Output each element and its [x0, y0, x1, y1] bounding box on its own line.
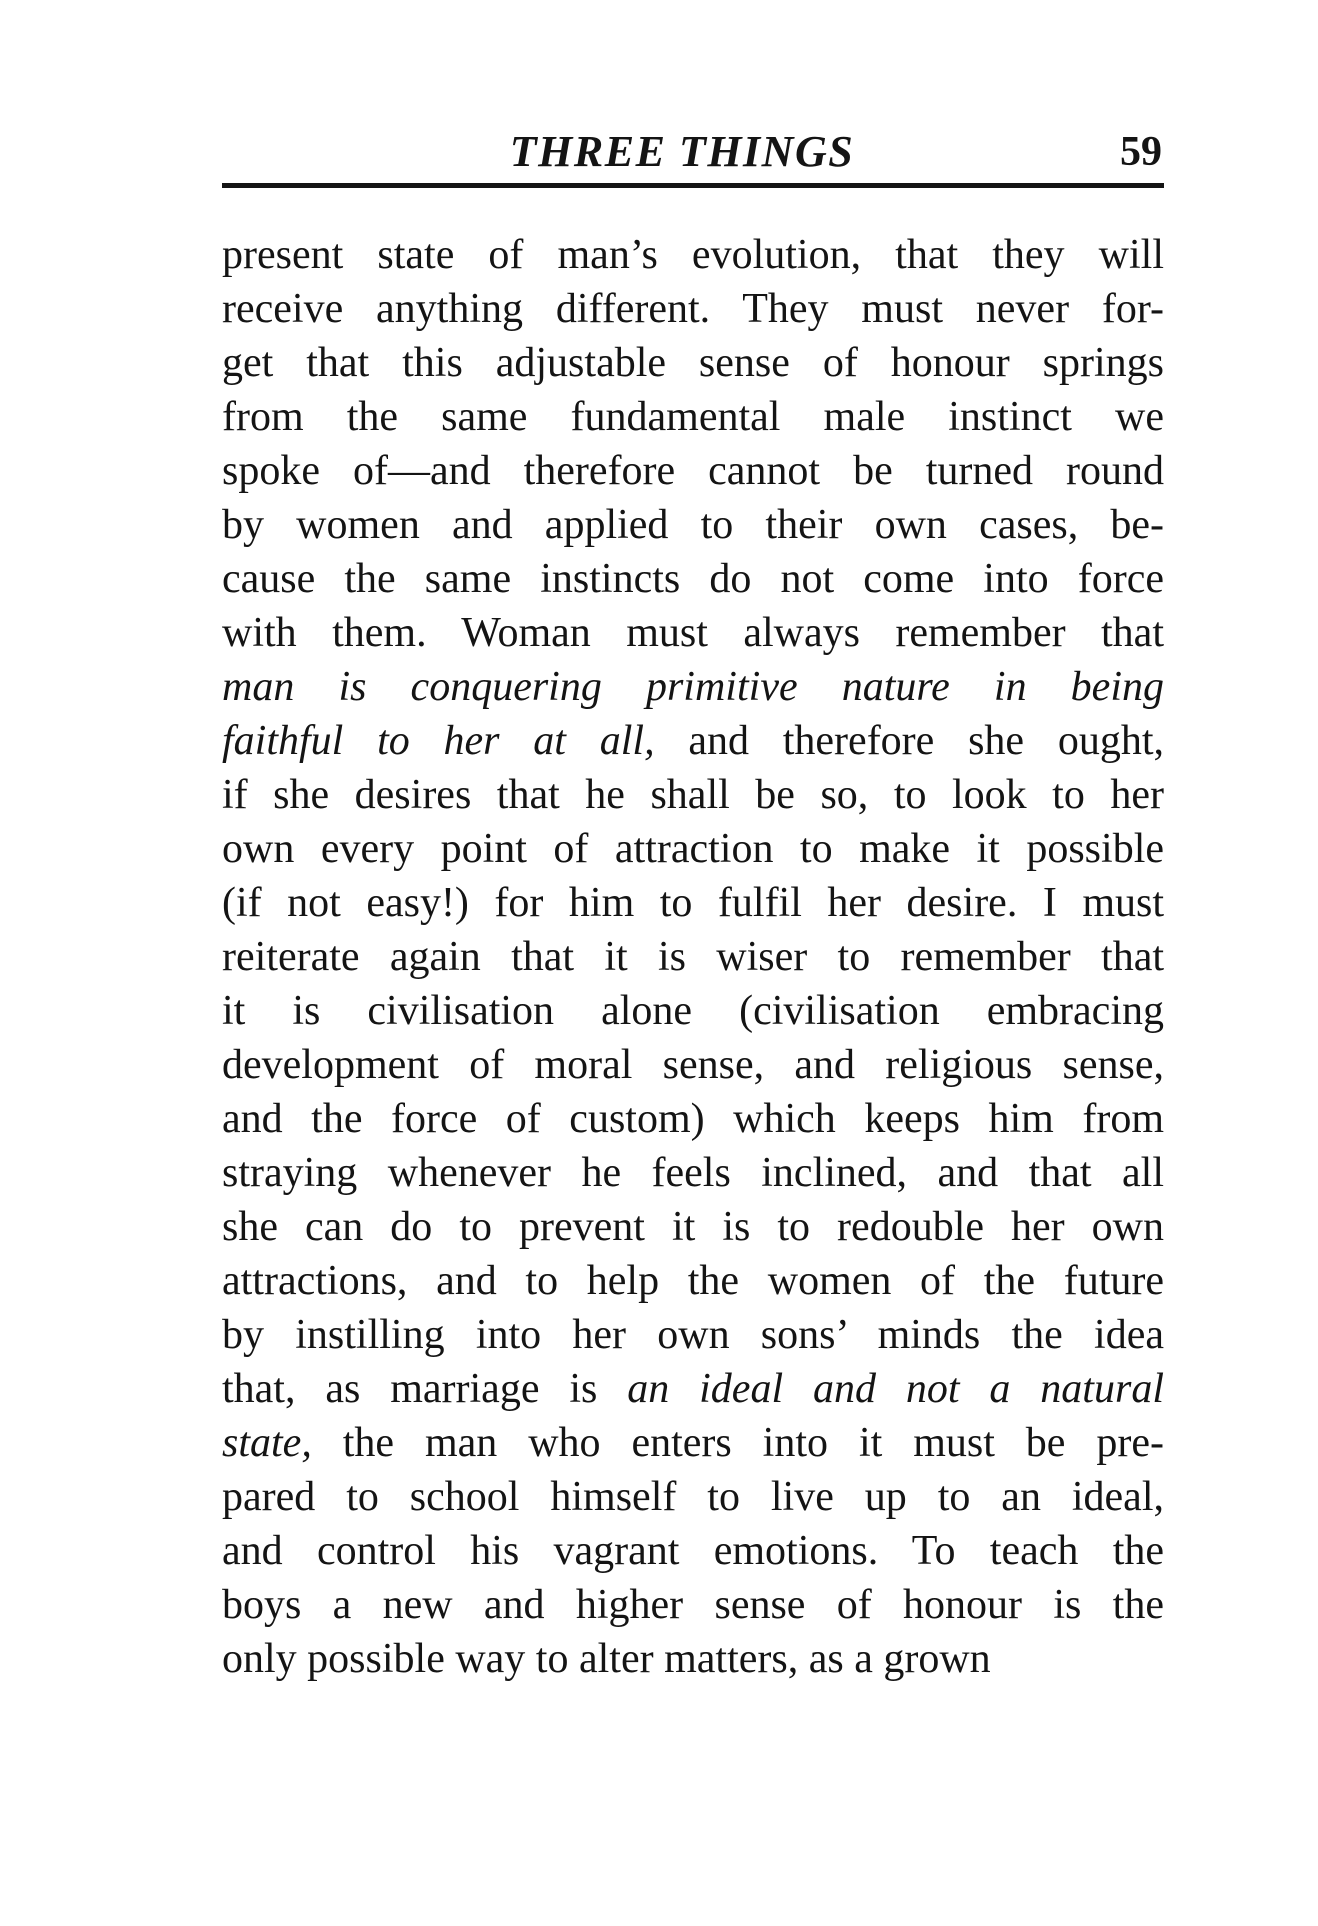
- text-line: [222, 606, 1164, 660]
- text-segment: and the force of custom) which keeps him from: [222, 1096, 1164, 1142]
- text-segment: receive anything different. They must never for-: [222, 286, 1164, 332]
- text-line: [222, 984, 1164, 1038]
- text-segment: reiterate again that it is wiser to remember that: [222, 934, 1164, 980]
- text-segment: present state of man’s evolution, that they will: [222, 232, 1164, 278]
- text-line: [222, 876, 1164, 930]
- text-line: [222, 444, 1164, 498]
- text-line: [222, 1308, 1164, 1362]
- text-line: [222, 768, 1164, 822]
- text-segment: cause the same instincts do not come into force: [222, 556, 1164, 602]
- text-segment: (if not easy!) for him to fulfil her desire. I must: [222, 880, 1164, 926]
- text-line: [222, 1092, 1164, 1146]
- text-segment: get that this adjustable sense of honour springs: [222, 340, 1164, 386]
- text-line: [222, 1200, 1164, 1254]
- text-segment: by women and applied to their own cases, be-: [222, 502, 1164, 548]
- text-line: [222, 1470, 1164, 1524]
- text-segment: development of moral sense, and religious sense,: [222, 1042, 1164, 1088]
- italic-text-segment: state,: [222, 1420, 312, 1466]
- running-head: [222, 120, 1162, 184]
- text-segment: only possible way to alter matters, as a grown: [222, 1636, 991, 1682]
- text-line: [222, 714, 1164, 768]
- running-title: THREE THINGS: [509, 127, 855, 176]
- text-segment: by instilling into her own sons’ minds the idea: [222, 1312, 1164, 1358]
- text-segment: and control his vagrant emotions. To teach the: [222, 1528, 1164, 1574]
- text-line: [222, 552, 1164, 606]
- text-line: [222, 1632, 1164, 1686]
- text-line: [222, 390, 1164, 444]
- italic-text-segment: man is conquering primitive nature in being: [222, 664, 1164, 710]
- text-segment: boys a new and higher sense of honour is the: [222, 1582, 1164, 1628]
- text-line: [222, 1416, 1164, 1470]
- text-line: [222, 1524, 1164, 1578]
- text-line: [222, 336, 1164, 390]
- body-text: [222, 228, 1164, 1686]
- text-line: [222, 660, 1164, 714]
- text-segment: and therefore she ought,: [654, 718, 1164, 764]
- text-segment: with them. Woman must always remember that: [222, 610, 1164, 656]
- text-segment: that, as marriage is: [222, 1366, 628, 1412]
- italic-text-segment: faithful to her at all,: [222, 718, 655, 764]
- text-line: [222, 1362, 1164, 1416]
- text-segment: spoke of—and therefore cannot be turned round: [222, 448, 1164, 494]
- header-rule: [222, 183, 1164, 188]
- text-line: [222, 498, 1164, 552]
- text-line: [222, 1578, 1164, 1632]
- text-line: [222, 930, 1164, 984]
- text-segment: it is civilisation alone (civilisation embracing: [222, 988, 1164, 1034]
- text-segment: if she desires that he shall be so, to look to her: [222, 772, 1164, 818]
- text-segment: she can do to prevent it is to redouble her own: [222, 1204, 1164, 1250]
- text-line: [222, 1146, 1164, 1200]
- text-line: [222, 228, 1164, 282]
- text-segment: pared to school himself to live up to an ideal,: [222, 1474, 1164, 1520]
- text-line: [222, 822, 1164, 876]
- text-line: [222, 1254, 1164, 1308]
- italic-text-segment: an ideal and not a natural: [627, 1366, 1164, 1412]
- text-segment: the man who enters into it must be pre-: [311, 1420, 1164, 1466]
- text-segment: from the same fundamental male instinct we: [222, 394, 1164, 440]
- text-line: [222, 282, 1164, 336]
- text-segment: straying whenever he feels inclined, and that all: [222, 1150, 1164, 1196]
- text-segment: attractions, and to help the women of the future: [222, 1258, 1164, 1304]
- text-segment: own every point of attraction to make it possible: [222, 826, 1164, 872]
- page-number: 59: [1120, 129, 1162, 175]
- text-line: [222, 1038, 1164, 1092]
